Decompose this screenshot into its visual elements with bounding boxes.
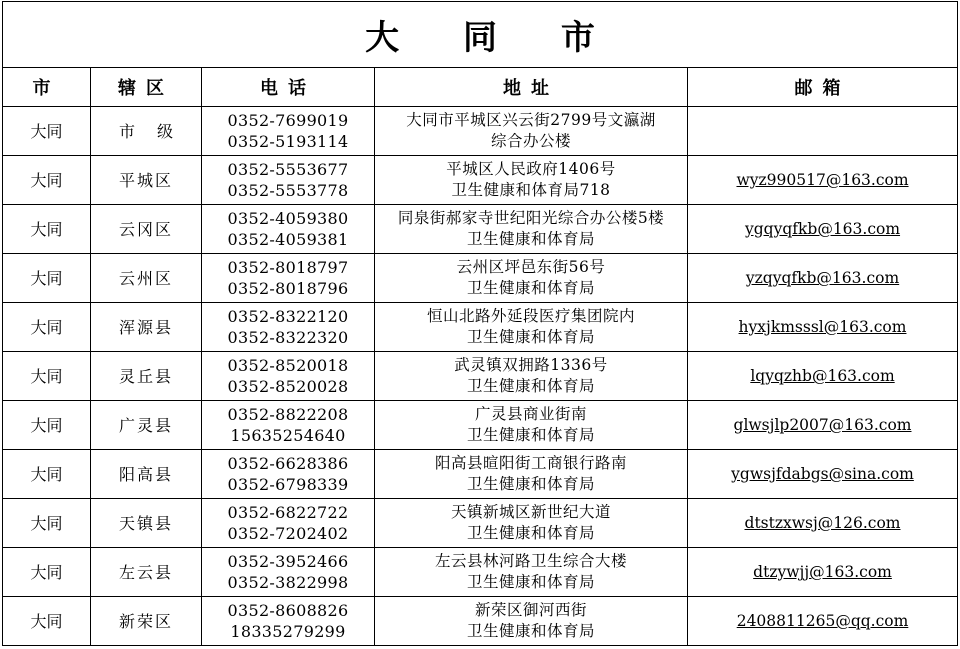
table-row — [3, 499, 958, 548]
phone-primary: 0352-7699019 — [227, 111, 349, 130]
address-cell — [375, 107, 688, 156]
phone-primary: 0352-8608826 — [227, 601, 349, 620]
address-line-1: 云州区坪邑东街56号 — [456, 258, 606, 276]
email-cell — [688, 352, 958, 401]
phone-secondary: 0352-3822998 — [227, 573, 349, 592]
phone-cell — [202, 352, 375, 401]
phone-cell — [202, 499, 375, 548]
contact-table — [2, 1, 958, 646]
city-cell: 大同 — [3, 401, 91, 450]
address-cell — [375, 254, 688, 303]
header-phone: 电话 — [202, 68, 375, 107]
city-cell: 大同 — [3, 303, 91, 352]
address-line-2: 卫生健康和体育局 — [466, 230, 595, 248]
header-row — [3, 68, 958, 107]
address-cell — [375, 450, 688, 499]
table-row — [3, 450, 958, 499]
address-line-1: 恒山北路外延段医疗集团院内 — [426, 307, 635, 325]
address-cell — [375, 597, 688, 646]
address-cell — [375, 303, 688, 352]
district-cell: 广灵县 — [91, 401, 202, 450]
table-row — [3, 107, 958, 156]
email-link[interactable]: glwsjlp2007@163.com — [733, 416, 912, 434]
phone-primary: 0352-8018797 — [227, 258, 349, 277]
address-line-1: 天镇新城区新世纪大道 — [450, 503, 611, 521]
email-cell — [688, 205, 958, 254]
district-cell: 平城区 — [91, 156, 202, 205]
phone-primary: 0352-6822722 — [227, 503, 349, 522]
phone-primary: 0352-5553677 — [227, 160, 349, 179]
address-line-1: 新荣区御河西街 — [474, 601, 587, 619]
phone-cell — [202, 597, 375, 646]
address-line-2: 卫生健康和体育局 — [466, 426, 595, 444]
city-cell: 大同 — [3, 107, 91, 156]
email-link[interactable]: dtstzxwsj@126.com — [744, 514, 901, 532]
address-line-2: 卫生健康和体育局 — [466, 475, 595, 493]
phone-primary: 0352-3952466 — [227, 552, 349, 571]
table-row — [3, 205, 958, 254]
city-cell: 大同 — [3, 205, 91, 254]
address-line-2: 卫生健康和体育局 — [466, 524, 595, 542]
city-cell: 大同 — [3, 156, 91, 205]
phone-cell — [202, 254, 375, 303]
header-district: 辖区 — [91, 68, 202, 107]
phone-secondary: 0352-8520028 — [227, 377, 349, 396]
phone-secondary: 0352-4059381 — [227, 230, 349, 249]
city-cell: 大同 — [3, 254, 91, 303]
district-cell: 市级 — [91, 107, 202, 156]
email-cell — [688, 303, 958, 352]
address-line-2: 卫生健康和体育局718 — [451, 181, 611, 199]
email-link[interactable]: 2408811265@qq.com — [736, 612, 909, 630]
district-cell: 浑源县 — [91, 303, 202, 352]
address-cell — [375, 499, 688, 548]
city-cell: 大同 — [3, 499, 91, 548]
phone-cell — [202, 450, 375, 499]
email-link[interactable]: lqyqzhb@163.com — [750, 367, 895, 385]
district-cell: 灵丘县 — [91, 352, 202, 401]
phone-cell — [202, 401, 375, 450]
address-cell — [375, 548, 688, 597]
email-cell — [688, 401, 958, 450]
phone-primary: 0352-4059380 — [227, 209, 349, 228]
table-row — [3, 352, 958, 401]
email-link[interactable]: ygqyqfkb@163.com — [744, 220, 901, 238]
address-cell — [375, 401, 688, 450]
address-line-2: 卫生健康和体育局 — [466, 377, 595, 395]
email-link[interactable]: yzqyqfkb@163.com — [745, 269, 900, 287]
address-cell — [375, 352, 688, 401]
city-cell: 大同 — [3, 450, 91, 499]
email-cell — [688, 254, 958, 303]
phone-secondary: 0352-8322320 — [227, 328, 349, 347]
phone-secondary: 0352-7202402 — [227, 524, 349, 543]
address-line-2: 卫生健康和体育局 — [466, 622, 595, 640]
table-row — [3, 548, 958, 597]
email-cell — [688, 156, 958, 205]
city-cell: 大同 — [3, 352, 91, 401]
email-cell — [688, 499, 958, 548]
phone-primary: 0352-8520018 — [227, 356, 349, 375]
email-cell — [688, 597, 958, 646]
district-cell: 新荣区 — [91, 597, 202, 646]
phone-primary: 0352-6628386 — [227, 454, 349, 473]
address-cell — [375, 205, 688, 254]
phone-cell — [202, 205, 375, 254]
phone-secondary: 18335279299 — [230, 622, 346, 641]
email-cell — [688, 450, 958, 499]
address-line-1: 大同市平城区兴云街2799号文瀛湖 — [406, 111, 656, 129]
phone-secondary: 0352-5553778 — [227, 181, 349, 200]
address-line-2: 卫生健康和体育局 — [466, 573, 595, 591]
phone-cell — [202, 548, 375, 597]
header-city: 市 — [3, 68, 91, 107]
phone-cell — [202, 303, 375, 352]
address-line-1: 同泉街郝家寺世纪阳光综合办公楼5楼 — [397, 209, 665, 227]
address-cell — [375, 156, 688, 205]
address-line-2: 卫生健康和体育局 — [466, 328, 595, 346]
header-address: 地址 — [375, 68, 688, 107]
table-row — [3, 156, 958, 205]
address-line-1: 阳高县暄阳街工商银行路南 — [434, 454, 627, 472]
city-cell: 大同 — [3, 548, 91, 597]
title-row — [3, 2, 958, 68]
email-cell — [688, 548, 958, 597]
district-cell: 天镇县 — [91, 499, 202, 548]
phone-secondary: 0352-8018796 — [227, 279, 349, 298]
phone-cell — [202, 156, 375, 205]
phone-secondary: 0352-5193114 — [227, 132, 349, 151]
phone-primary: 0352-8322120 — [227, 307, 349, 326]
email-link[interactable]: ygwsjfdabgs@sina.com — [731, 465, 914, 483]
table-title: 大 同 市 — [3, 2, 958, 68]
district-cell: 阳高县 — [91, 450, 202, 499]
address-line-1: 平城区人民政府1406号 — [446, 160, 616, 178]
address-line-1: 武灵镇双拥路1336号 — [454, 356, 608, 374]
district-cell: 云冈区 — [91, 205, 202, 254]
phone-secondary: 0352-6798339 — [227, 475, 349, 494]
phone-secondary: 15635254640 — [230, 426, 346, 445]
email-link[interactable]: dtzywjj@163.com — [753, 563, 892, 581]
table-row — [3, 254, 958, 303]
email-link[interactable]: wyz990517@163.com — [736, 171, 909, 189]
email-cell — [688, 107, 958, 156]
address-line-1: 广灵县商业街南 — [474, 405, 587, 423]
address-line-2: 综合办公楼 — [490, 132, 571, 150]
district-cell: 左云县 — [91, 548, 202, 597]
district-cell: 云州区 — [91, 254, 202, 303]
table-row — [3, 303, 958, 352]
city-cell: 大同 — [3, 597, 91, 646]
table-row — [3, 401, 958, 450]
address-line-1: 左云县林河路卫生综合大楼 — [434, 552, 627, 570]
email-link[interactable]: hyxjkmsssl@163.com — [738, 318, 907, 336]
address-line-2: 卫生健康和体育局 — [466, 279, 595, 297]
phone-primary: 0352-8822208 — [227, 405, 349, 424]
phone-cell — [202, 107, 375, 156]
header-email: 邮箱 — [688, 68, 958, 107]
table-row — [3, 597, 958, 646]
